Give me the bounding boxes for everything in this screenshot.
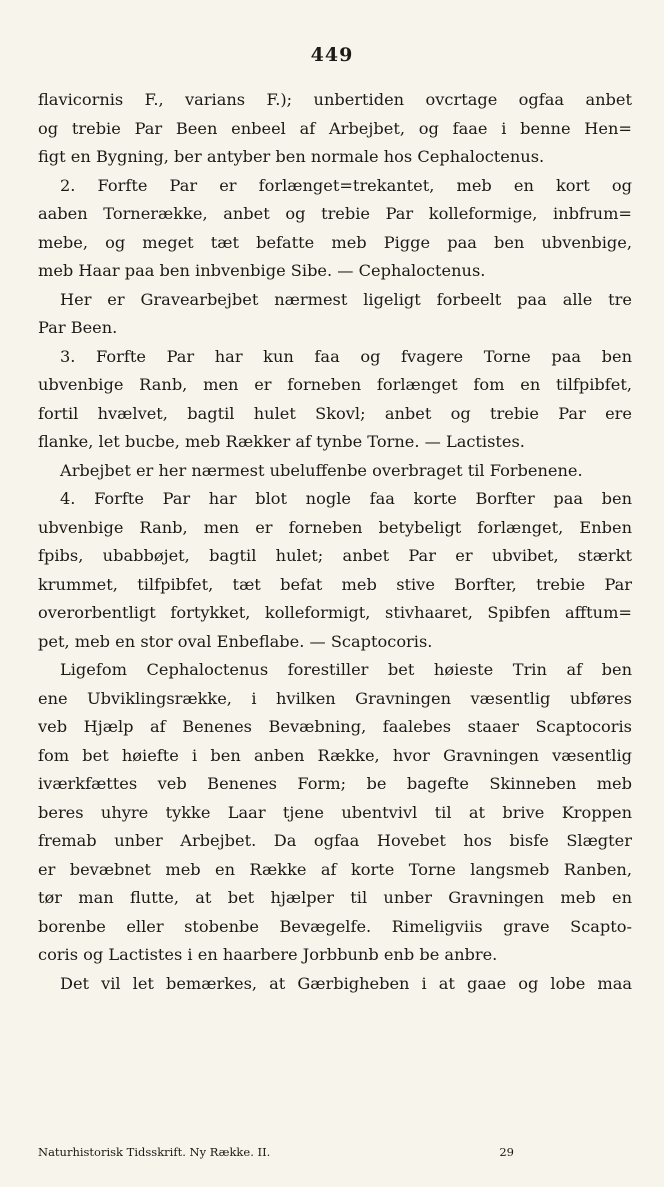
text-line: flanke, let bucbe, meb Rækker af tynbe Torne. — Lactistes. xyxy=(38,432,525,451)
text-line: ene Ubviklingsrække, i hvilken Gravningen væsentlig ubføres xyxy=(38,688,632,708)
text-line: krummet, tilfpibfet, tæt befat meb stive Borfter, trebie Par xyxy=(38,574,632,594)
text-line: ubvenbige Ranb, men er forneben forlænget fom en tilfpibfet, xyxy=(38,375,632,394)
text-line: fremab unber Arbejbet. Da ogfaa Hovebet hos bisfe Slægter xyxy=(38,831,632,850)
text-line: og trebie Par Been enbeel af Arbejbet, og faae i benne Hen= xyxy=(38,118,632,138)
text-line: tør man flutte, at bet hjælper til unber Gravningen meb en xyxy=(38,888,632,907)
text-line: mebe, og meget tæt befatte meb Pigge paa ben ubvenbige, xyxy=(38,232,632,252)
text-line: coris og Lactistes i en haarbere Jorbbunb enb be anbre. xyxy=(38,945,498,964)
text-line: Par Been. xyxy=(38,318,118,337)
text-line: 3. Forfte Par har kun faa og fvagere Torne paa ben xyxy=(60,346,632,366)
text-line: Det vil let bemærkes, at Gærbigheben i at gaae og lobe maa xyxy=(60,973,632,993)
journal-title: Naturhistorisk Tidsskrift. Ny Række. II. xyxy=(38,1145,271,1159)
text-line: fortil hvælvet, bagtil hulet Skovl; anbet og trebie Par ere xyxy=(38,403,632,423)
text-line: 4. Forfte Par har blot nogle faa korte Borfter paa ben xyxy=(60,489,632,508)
text-line: Her er Gravearbejbet nærmest ligeligt forbeelt paa alle tre xyxy=(60,289,632,309)
text-line: pet, meb en stor oval Enbeflabe. — Scaptocoris. xyxy=(38,631,433,651)
text-line: iværkfættes veb Benenes Form; be bagefte Skinneben meb xyxy=(38,774,632,793)
text-line: borenbe eller stobenbe Bevægelfe. Rimeligviis grave Scapto- xyxy=(38,916,632,936)
text-line: beres uhyre tykke Laar tjene ubentvivl til at brive Kroppen xyxy=(38,802,632,822)
text-line: flavicornis F., varians F.); unbertiden ovcrtage ogfaa anbet xyxy=(38,90,632,109)
text-line: Ligefom Cephaloctenus forestiller bet høieste Trin af ben xyxy=(60,660,632,679)
text-line: ubvenbige Ranb, men er forneben betybeligt forlænget, Enben xyxy=(38,517,632,537)
text-line: meb Haar paa ben inbvenbige Sibe. — Cephaloctenus. xyxy=(38,261,486,280)
text-line: overorbentligt fortykket, kolleformigt, stivhaaret, Spibfen afftum= xyxy=(38,603,632,622)
text-line: fom bet høiefte i ben anben Række, hvor Gravningen væsentlig xyxy=(38,745,632,765)
page-footer xyxy=(38,1141,632,1163)
text-line: fpibs, ubabbøjet, bagtil hulet; anbet Par er ubvibet, stærkt xyxy=(38,546,632,565)
text-line: Arbejbet er her nærmest ubeluffenbe overbraget til Forbenene. xyxy=(60,460,583,480)
text-line: er bevæbnet meb en Række af korte Torne langsmeb Ranben, xyxy=(38,859,632,879)
text-line: aaben Tornerække, anbet og trebie Par kolleformige, inbfrum= xyxy=(38,204,632,223)
page-number: 449 xyxy=(310,44,354,66)
signature-mark: 29 xyxy=(499,1145,514,1159)
text-line: 2. Forfte Par er forlænget=trekantet, meb en kort og xyxy=(60,175,632,195)
text-line: veb Hjælp af Benenes Bevæbning, faalebes staaer Scaptocoris xyxy=(38,717,632,736)
body-text xyxy=(38,86,632,998)
text-line: figt en Bygning, ber antyber ben normale hos Cephaloctenus. xyxy=(38,147,545,166)
